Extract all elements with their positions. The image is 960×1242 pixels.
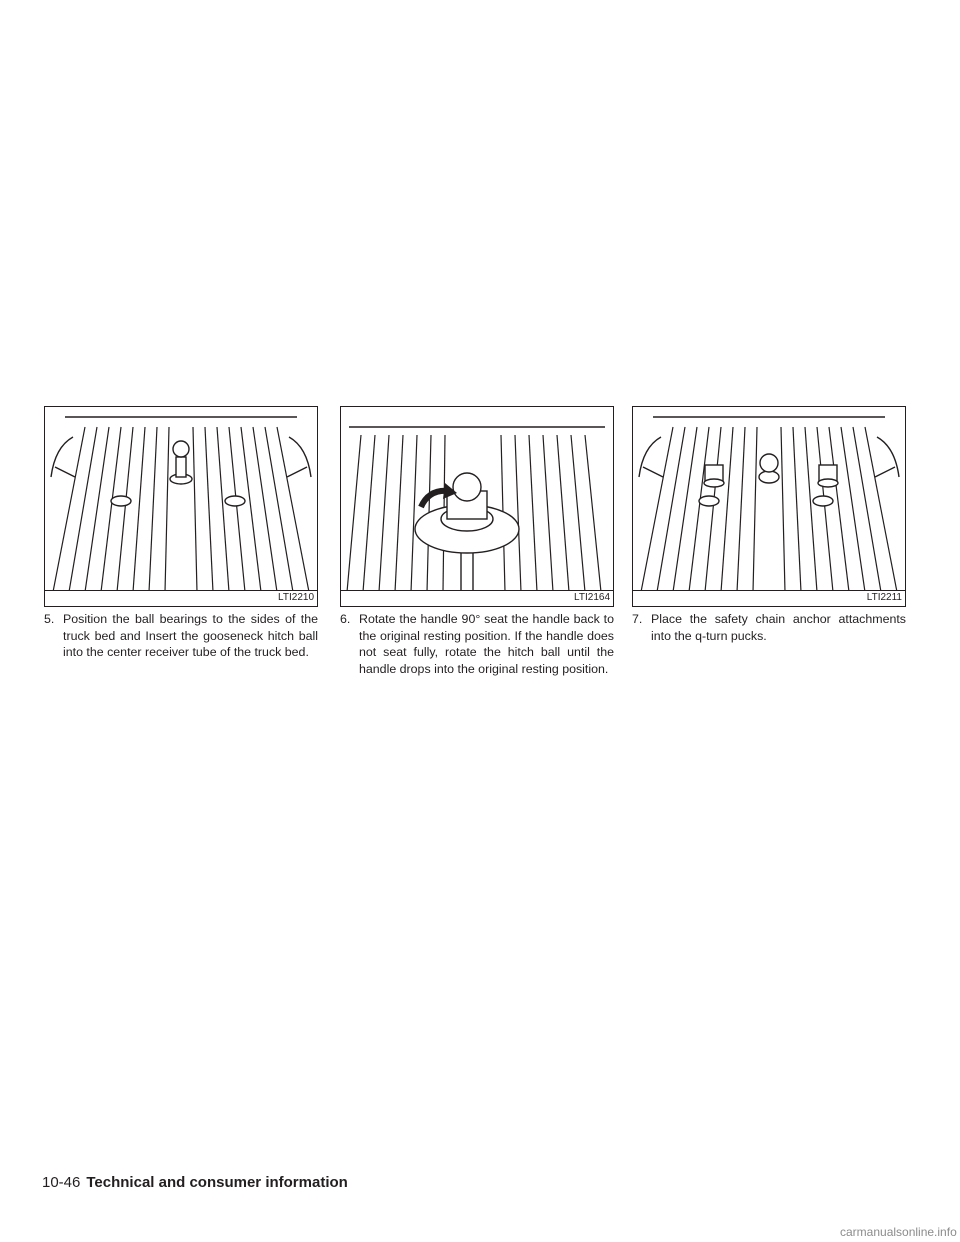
page-number: 10-46 bbox=[42, 1174, 81, 1191]
step-text: Rotate the handle 90° seat the handle back to the original resting position. If the handle does not seat fully, rotate the hitch ball until the handle drops into the original resting position. bbox=[359, 612, 614, 676]
step-text: Place the safety chain anchor attachments into the q-turn pucks. bbox=[651, 612, 906, 643]
figure-rotate-handle bbox=[340, 406, 614, 607]
truck-bed-illustration-2 bbox=[341, 407, 613, 592]
figure-code: LTI2164 bbox=[341, 590, 613, 606]
step-text: Position the ball bearings to the sides of the truck bed and Insert the gooseneck hitch ball into the center receiver tube of the truck bed. bbox=[63, 612, 318, 660]
truck-bed-illustration-1 bbox=[45, 407, 317, 592]
step-number: 6. bbox=[340, 612, 351, 626]
figure-code: LTI2210 bbox=[45, 590, 317, 606]
watermark: carmanualsonline.info bbox=[840, 1225, 957, 1239]
figure-safety-chain-anchors bbox=[632, 406, 906, 607]
section-title: Technical and consumer information bbox=[86, 1174, 348, 1191]
step-5 bbox=[44, 611, 318, 661]
truck-bed-illustration-3 bbox=[633, 407, 905, 592]
step-6 bbox=[340, 611, 614, 677]
hitch-receiver bbox=[415, 473, 519, 592]
bed-ribs bbox=[641, 427, 897, 592]
step-number: 7. bbox=[632, 612, 643, 626]
step-number: 5. bbox=[44, 612, 55, 626]
step-7 bbox=[632, 611, 906, 644]
anchors-and-ball bbox=[699, 454, 838, 506]
figure-hitch-ball bbox=[44, 406, 318, 607]
figure-code: LTI2211 bbox=[633, 590, 905, 606]
page-footer bbox=[42, 1174, 348, 1191]
